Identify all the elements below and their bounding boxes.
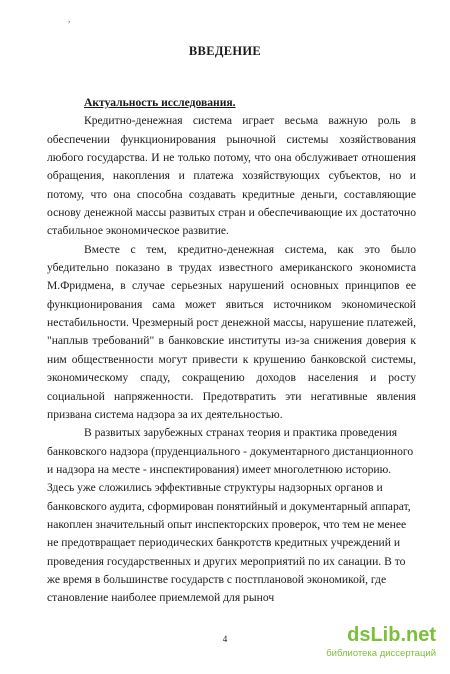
section-heading-line [47, 94, 416, 112]
watermark-subtitle: библиотека диссертаций [326, 648, 436, 659]
section-heading: Актуальность исследования. [84, 96, 236, 109]
scan-mark: , [68, 14, 71, 24]
page-number: 4 [222, 634, 228, 644]
watermark-logo [316, 624, 436, 646]
page-title: ВВЕДЕНИЕ [188, 44, 262, 58]
paragraph-1: Кредитно-денежная система играет весьма важную роль в обеспечении функционирования рыночной системы хозяйствования любого государства. И не только потому, что она обслуживает отношения обращения, накопления и платежа хозяйствующих субъектов, но и потому, что она способна создавать кредитные деньги, составляющие основу денежной массы развитых стран и обеспечивающие их достаточно стабильное экономическое развитие. [47, 114, 416, 238]
document-body [47, 94, 416, 608]
paragraph-2: Вместе с тем, кредитно-денежная система, как это было убедительно показано в трудах известного американского экономиста М.Фридмена, в случае серьезных нарушений основных принципов ее функционирования сама может явиться источником экономической нестабильности. Чрезмерный рост денежной массы, нарушение платежей, "наплыв требований" в банковские институты из-за снижения доверия к ним общественности могут привести к крушению банковской системы, экономическому спаду, сокращению доходов населения и росту социальной напряженности. Предотвратить эти негативные явления призвана система надзора за их деятельностью. [47, 242, 416, 421]
paragraph-3: В развитых зарубежных странах теория и практика проведения банковского надзора (пруденциального - документарного дистанционного и надзора на месте - инспектирования) имеет многолетнюю историю. Здесь уже сложились эффективные структуры надзорных органов и банковского аудита, сформирован понятийный и документарный аппарат, накоплен значительный опыт инспекторских проверок, что тем не менее не предотвращает периодических банкротств кредитных учреждений и проведения государственных и других мероприятий по их санации. В то же время в большинстве государств с постплановой экономикой, где становление наиболее приемлемой для рыноч [47, 426, 414, 605]
dslib-watermark [316, 624, 436, 668]
watermark-logo-text: dsLib.net [347, 624, 436, 646]
